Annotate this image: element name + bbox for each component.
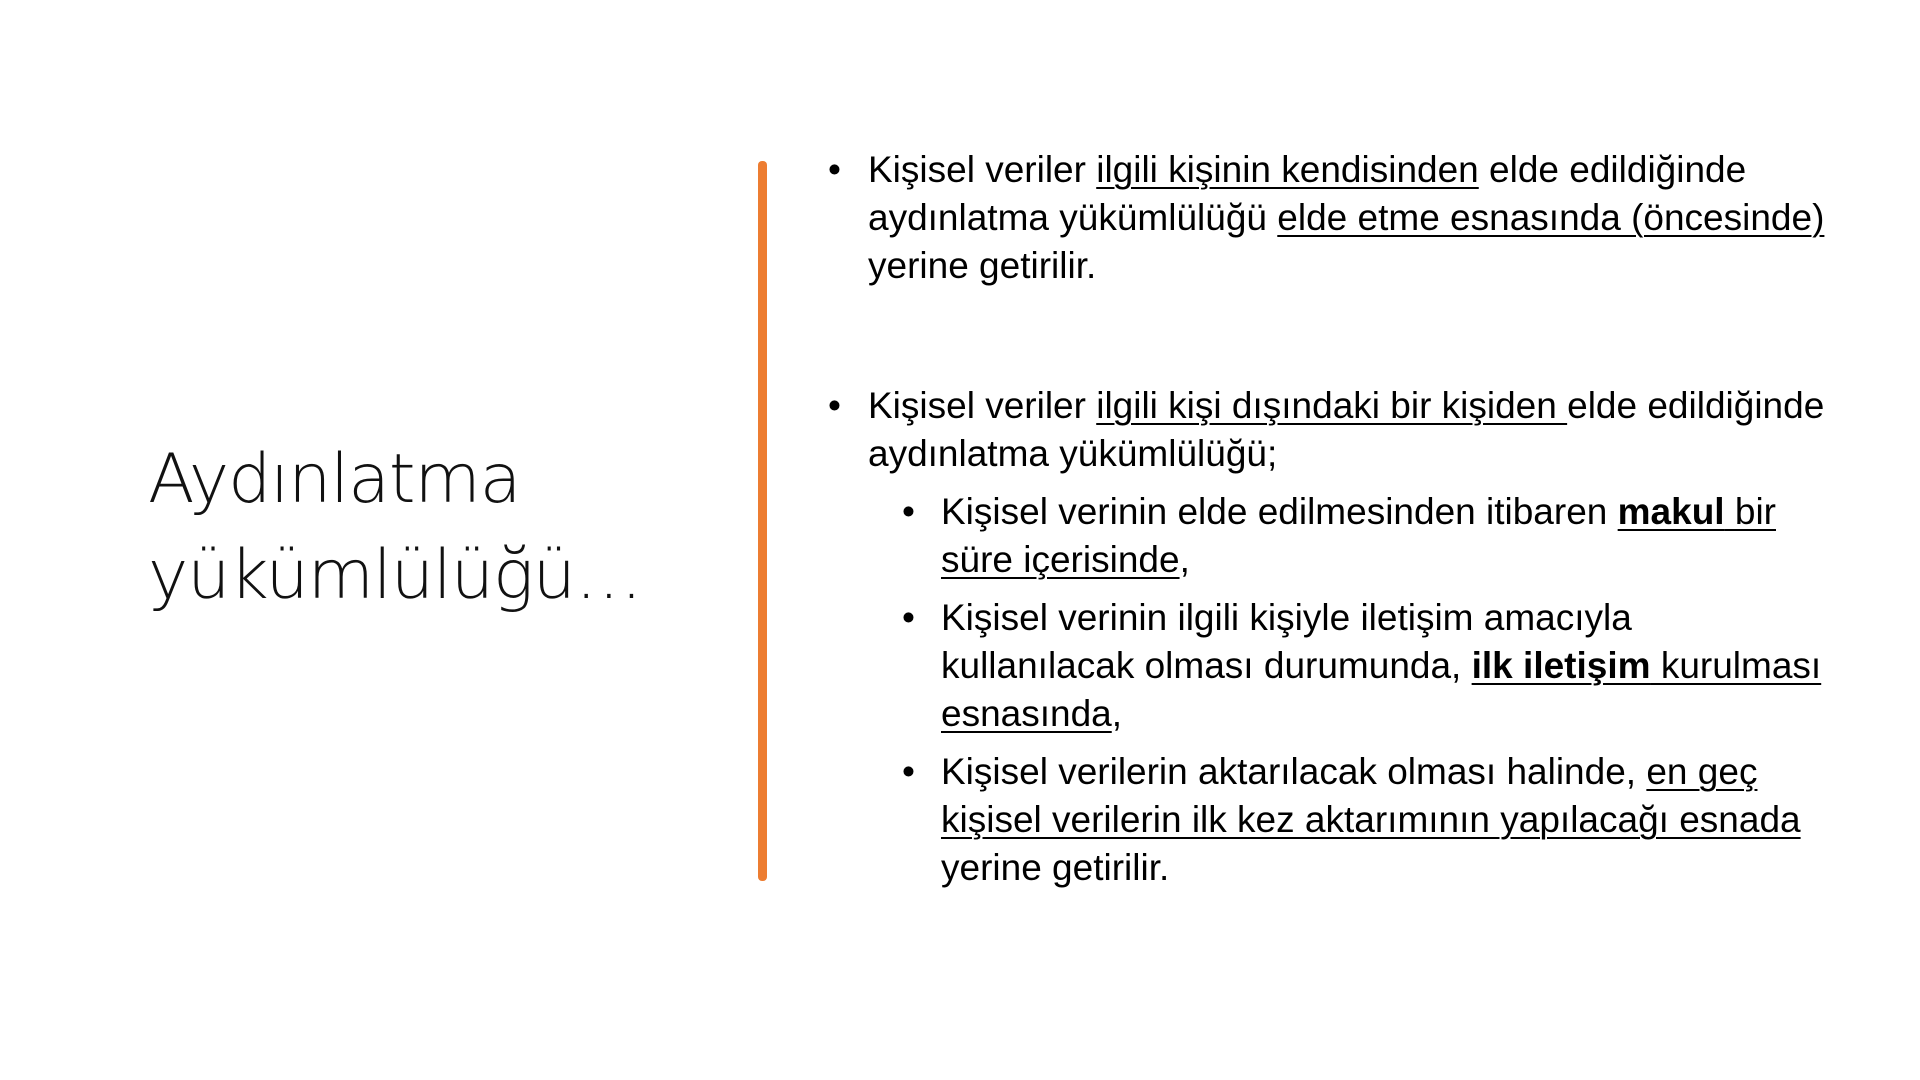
bullet-underlined-text: elde etme esnasında (öncesinde): [1277, 197, 1825, 238]
sub-bullet-text: ,: [1111, 693, 1123, 734]
sub-bullet-underlined-text: kurulması esnasında: [941, 645, 1822, 734]
slide-title: [148, 432, 708, 624]
bullet-underlined-text: ilgili kişinin kendisinden: [1096, 149, 1479, 190]
sub-bullet-item-2: [826, 594, 1826, 738]
sub-bullet-text: ,: [1179, 539, 1190, 580]
bullet-item-1: [826, 146, 1826, 290]
bullet-text: Kişisel veriler: [868, 149, 1097, 190]
bullet-icon: •: [828, 385, 841, 426]
sub-bullet-bold-underlined-text: ilk iletişim: [1471, 645, 1651, 686]
bullet-text: yerine getirilir.: [868, 245, 1097, 286]
bullet-icon: •: [828, 149, 841, 190]
sub-bullet-item-1: [826, 488, 1826, 584]
bullet-underlined-text: ilgili kişi dışındaki bir kişiden: [1096, 385, 1568, 426]
spacer: [826, 290, 1826, 382]
title-line-2: yükümlülüğü…: [148, 536, 642, 615]
sub-bullet-underlined-text: bir süre içerisinde: [941, 491, 1776, 580]
sub-bullet-text: yerine getirilir.: [941, 847, 1170, 888]
spacer: [826, 738, 1826, 748]
bullet-text: elde edildiğinde aydınlatma yükümlülüğü;: [868, 385, 1825, 474]
sub-bullet-item-3: [826, 748, 1826, 892]
sub-bullet-text: Kişisel verinin ilgili kişiyle iletişim amacıyla kullanılacak olması durumunda,: [941, 597, 1632, 686]
spacer: [826, 478, 1826, 488]
sub-bullet-underlined-text: en geç kişisel verilerin ilk kez aktarımının yapılacağı esnada: [941, 751, 1801, 840]
sub-bullet-bold-underlined-text: makul: [1617, 491, 1725, 532]
bullet-icon: •: [902, 491, 915, 532]
bullet-item-2: [826, 382, 1826, 478]
title-line-1: Aydınlatma: [148, 440, 521, 519]
bullet-icon: •: [902, 751, 915, 792]
accent-divider: [758, 161, 767, 881]
sub-bullet-text: Kişisel verilerin aktarılacak olması halinde,: [941, 751, 1647, 792]
bullet-text: elde edildiğinde aydınlatma yükümlülüğü: [868, 149, 1747, 238]
sub-bullet-text: Kişisel verinin elde edilmesinden itibaren: [941, 491, 1618, 532]
bullet-icon: •: [902, 597, 915, 638]
content-body: [826, 146, 1826, 892]
bullet-text: Kişisel veriler: [868, 385, 1097, 426]
spacer: [826, 584, 1826, 594]
